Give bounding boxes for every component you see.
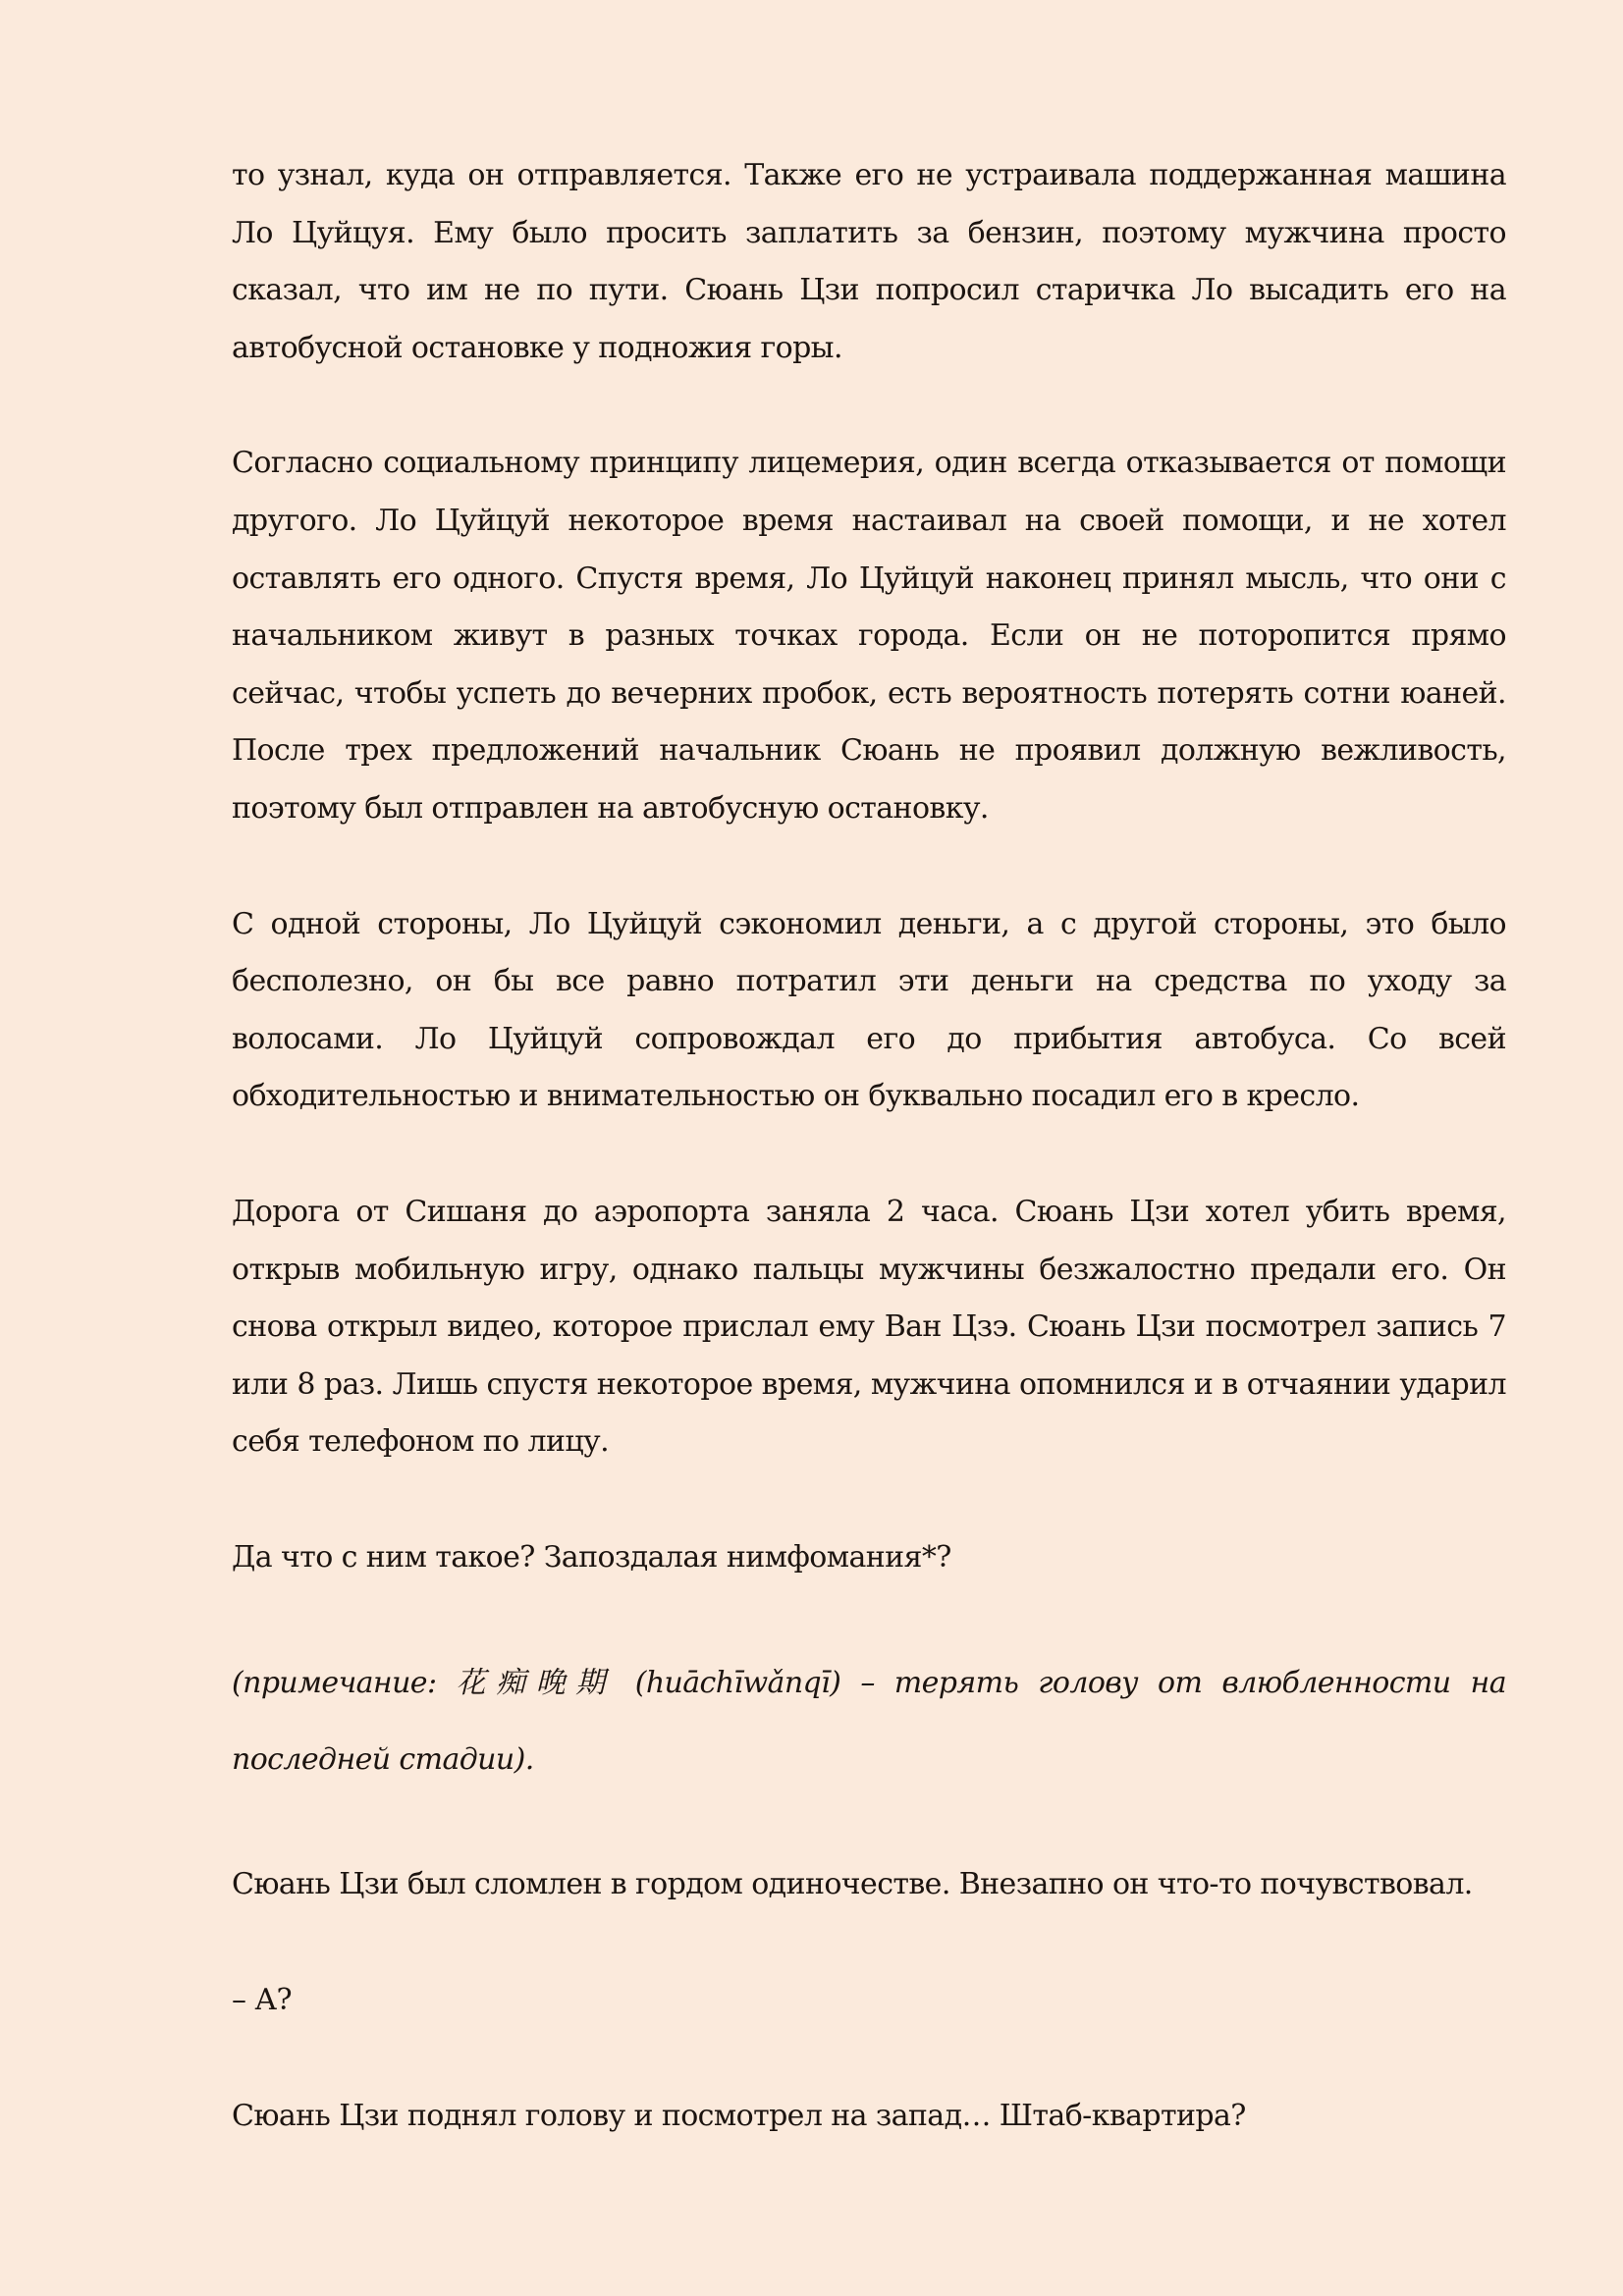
paragraph-spacer	[232, 1126, 1506, 1184]
paragraph-5: Да что с ним такое? Запоздалая нимфомания*?	[232, 1539, 951, 1575]
paragraph-1: то узнал, куда он отправляется. Также его не устраивала поддержанная машина Ло Цуйцуя. Ему было просить заплатить за бензин, поэтому мужчина просто сказал, что им не по пути. Сюань Цзи попросил старичка Ло высадить его на автобусной остановке у подножия горы.	[232, 158, 1506, 365]
document-page	[232, 147, 1506, 2145]
paragraph-spacer	[232, 2030, 1506, 2088]
paragraph-spacer	[232, 1471, 1506, 1529]
paragraph-6: Сюань Цзи был сломлен в гордом одиночестве. Внезапно он что-то почувствовал.	[232, 1867, 1473, 1902]
translator-note: (примечание: 花痴晚期 (huāchīwǎnqī) – терять голову от влюбленности на последней стадии).	[232, 1666, 1506, 1778]
paragraph-4: Дорога от Сишаня до аэропорта заняла 2 часа. Сюань Цзи хотел убить время, открыв мобильную игру, однако пальцы мужчины безжалостно предали его. Он снова открыл видео, которое прислал ему Ван Цзэ. Сюань Цзи посмотрел запись 7 или 8 раз. Лишь спустя некоторое время, мужчина опомнился и в отчаянии ударил себя телефоном по лицу.	[232, 1194, 1506, 1460]
paragraph-7: – А?	[232, 1983, 292, 2018]
paragraph-spacer	[232, 838, 1506, 896]
paragraph-spacer	[232, 377, 1506, 435]
paragraph-spacer	[232, 1586, 1506, 1645]
paragraph-spacer	[232, 1798, 1506, 1856]
paragraph-8: Сюань Цзи поднял голову и посмотрел на запад… Штаб-квартира?	[232, 2098, 1246, 2133]
paragraph-spacer	[232, 1914, 1506, 1972]
paragraph-3: С одной стороны, Ло Цуйцуй сэкономил деньги, а с другой стороны, это было бесполезно, он бы все равно потратил эти деньги на средства по уходу за волосами. Ло Цуйцуй сопровождал его до прибытия автобуса. Со всей обходительностью и внимательностью он буквально посадил его в кресло.	[232, 906, 1506, 1114]
paragraph-2: Согласно социальному принципу лицемерия, один всегда отказывается от помощи другого. Ло Цуйцуй некоторое время настаивал на своей помощи, и не хотел оставлять его одного. Спустя время, Ло Цуйцуй наконец принял мысль, что они с начальником живут в разных точках города. Если он не поторопится прямо сейчас, чтобы успеть до вечерних пробок, есть вероятность потерять сотни юаней. После трех предложений начальник Сюань не проявил должную вежливость, поэтому был отправлен на автобусную остановку.	[232, 446, 1506, 826]
